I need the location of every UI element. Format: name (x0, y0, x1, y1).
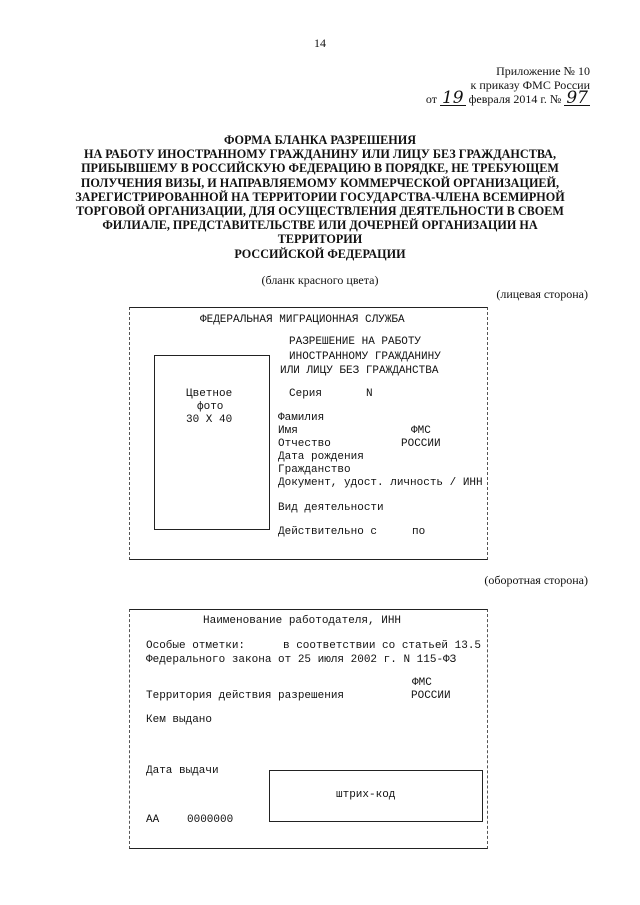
number-code: 0000000 (187, 814, 234, 826)
valid-from-label: Действительно с (278, 526, 378, 538)
barcode-label: штрих-код (336, 789, 396, 801)
document-title (60, 133, 580, 261)
title-line: ТОРГОВОЙ ОРГАНИЗАЦИИ, ДЛЯ ОСУЩЕСТВЛЕНИЯ ДЕЯТЕЛЬНОСТИ В СВОЕМ (76, 204, 564, 219)
issue-date-label: Дата выдачи (146, 765, 219, 777)
order-day: 19 (441, 88, 464, 108)
order-number: 97 (566, 88, 588, 108)
surname-label: Фамилия (278, 412, 325, 424)
page-number: 14 (314, 36, 326, 50)
photo-label-line: фото (197, 401, 224, 413)
appendix-from: от (425, 92, 437, 106)
activity-type-label: Вид деятельности (278, 502, 384, 514)
permit-title-line: ИНОСТРАННОМУ ГРАЖДАНИНУ (289, 351, 441, 363)
blank-color-note: (бланк красного цвета) (261, 273, 379, 287)
valid-to-label: по (412, 526, 426, 538)
stamp-russia-label: РОССИИ (411, 690, 451, 702)
stamp-russia-label: РОССИИ (401, 438, 441, 450)
title-line: ПРИБЫВШЕМУ В РОССИЙСКУЮ ФЕДЕРАЦИЮ В ПОРЯДКЕ, НЕ ТРЕБУЮЩЕМ (81, 161, 559, 176)
stamp-fms-label: ФМС (412, 677, 432, 689)
issued-by-label: Кем выдано (146, 714, 213, 726)
title-line: РОССИЙСКОЙ ФЕДЕРАЦИИ (234, 246, 406, 261)
law-reference-line: в соответствии со статьей 13.5 (283, 640, 482, 652)
title-line: ПОЛУЧЕНИЯ ВИЗЫ, И НАПРАВЛЯЕМОМУ КОММЕРЧЕСКОЙ ОРГАНИЗАЦИЕЙ, (80, 175, 560, 190)
title-line: ФОРМА БЛАНКА РАЗРЕШЕНИЯ (223, 133, 417, 147)
permit-title-line: РАЗРЕШЕНИЕ НА РАБОТУ (289, 336, 422, 348)
front-side-label: (лицевая сторона) (496, 287, 588, 301)
birth-date-label: Дата рождения (278, 451, 364, 463)
employer-label: Наименование работодателя, ИНН (203, 615, 402, 627)
title-line: ЗАРЕГИСТРИРОВАННОЙ НА ТЕРРИТОРИИ ГОСУДАРСТВА-ЧЛЕНА ВСЕМИРНОЙ (75, 189, 565, 204)
territory-label: Территория действия разрешения (146, 690, 345, 702)
appendix-line-2: к приказу ФМС России (470, 78, 590, 92)
patronymic-label: Отчество (278, 438, 331, 450)
order-number-sign: № (549, 92, 562, 106)
special-marks-label: Особые отметки: (146, 640, 246, 652)
identity-document-label: Документ, удост. личность / ИНН (278, 477, 483, 489)
appendix-line-1: Приложение № 10 (496, 64, 590, 78)
photo-placeholder (154, 355, 270, 530)
series-code: АА (146, 814, 160, 826)
law-reference-line: Федерального закона от 25 июля 2002 г. N 115-ФЗ (146, 654, 457, 666)
back-side-label: (оборотная сторона) (484, 573, 588, 587)
photo-label-line: 30 Х 40 (186, 414, 233, 426)
series-label: Серия (289, 388, 323, 400)
citizenship-label: Гражданство (278, 464, 351, 476)
title-line: ТЕРРИТОРИИ (277, 232, 363, 247)
appendix-header (426, 64, 590, 106)
stamp-fms-label: ФМС (411, 425, 431, 437)
permit-title-line: ИЛИ ЛИЦУ БЕЗ ГРАЖДАНСТВА (280, 365, 439, 377)
title-line: ФИЛИАЛЕ, ПРЕДСТАВИТЕЛЬСТВЕ ИЛИ ДОЧЕРНЕЙ ОРГАНИЗАЦИИ НА (102, 218, 538, 233)
photo-label-line: Цветное (186, 388, 233, 400)
appendix-order-line (425, 88, 590, 108)
order-month-year: февраля 2014 г. (468, 92, 547, 106)
name-label: Имя (278, 425, 298, 437)
title-line: НА РАБОТУ ИНОСТРАННОМУ ГРАЖДАНИНУ ИЛИ ЛИЦУ БЕЗ ГРАЖДАНСТВА, (83, 147, 557, 162)
agency-name: ФЕДЕРАЛЬНАЯ МИГРАЦИОННАЯ СЛУЖБА (200, 314, 405, 326)
number-label: N (366, 388, 373, 400)
